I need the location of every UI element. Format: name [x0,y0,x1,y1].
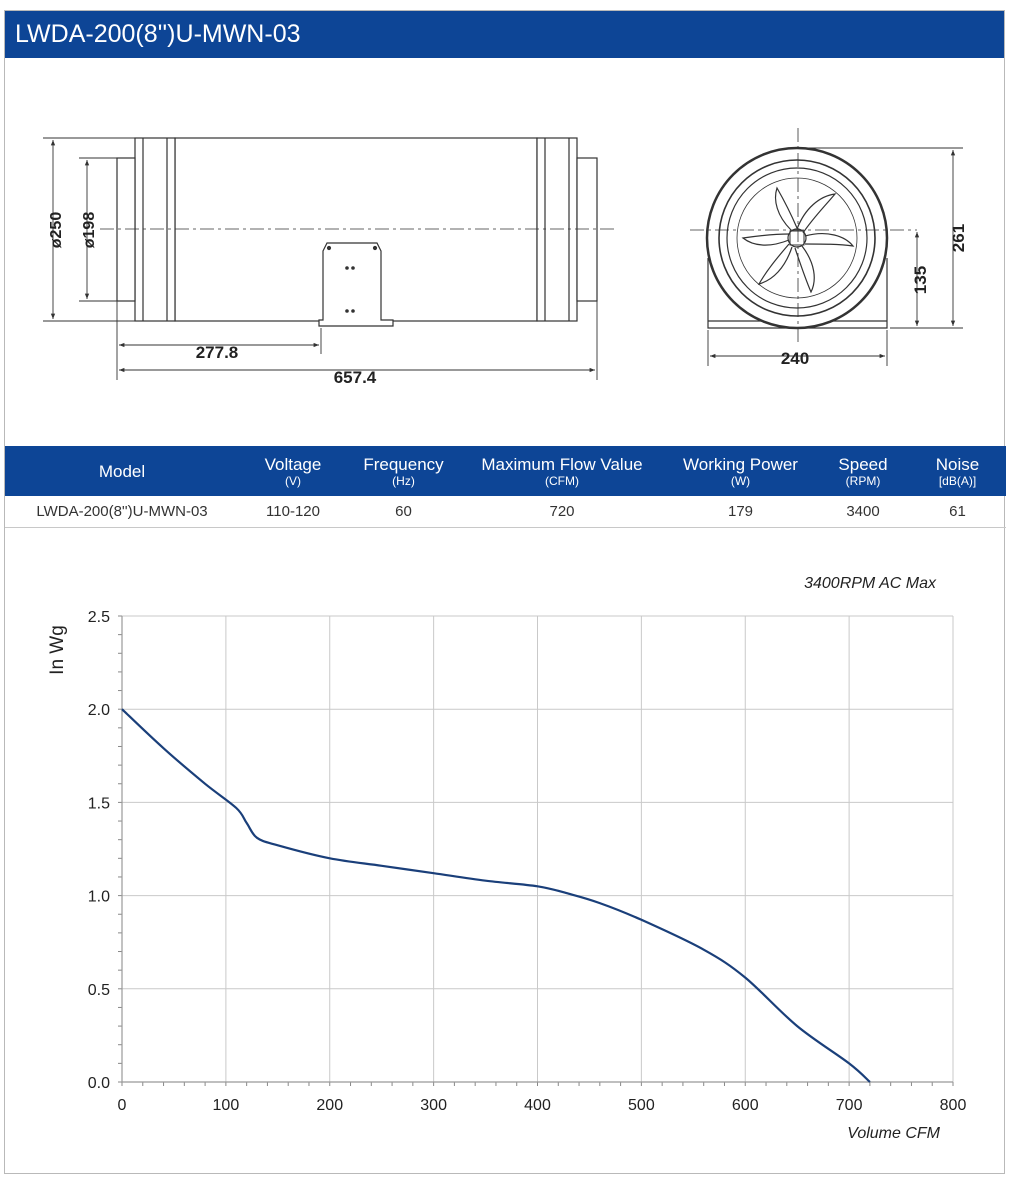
table-row [5,496,1006,528]
header-frequency: Frequency (Hz) [363,454,444,488]
header-max-flow: Maximum Flow Value (CFM) [481,454,643,488]
x-tick-label: 300 [420,1097,447,1114]
inner-diameter-label: ø198 [81,211,98,249]
x-tick-label: 200 [316,1097,344,1114]
x-tick-label: 800 [939,1097,967,1114]
spec-table-header [5,446,1006,496]
y-tick-label: 0.5 [87,981,110,999]
cell-power: 179 [727,503,754,520]
datasheet-frame [4,10,1005,1174]
side-view [100,138,617,326]
drawing-svg [5,58,1006,446]
chart-axes [88,609,967,1114]
header-speed: Speed (RPM) [838,454,888,488]
x-tick-label: 500 [628,1097,655,1114]
outer-diameter-label: ø250 [48,211,65,249]
y-tick-label: 0.0 [87,1075,110,1092]
front-width-label: 240 [780,349,810,368]
y-axis-label: In Wg [47,625,68,675]
header-noise: Noise [dB(A)] [935,454,980,488]
spec-table [5,446,1006,528]
y-tick-label: 1.0 [87,888,110,906]
front-view [690,128,917,343]
front-height-label: 261 [949,223,968,253]
x-tick-label: 400 [524,1097,551,1114]
cell-speed: 3400 [846,503,880,520]
header-power: Working Power (W) [683,454,798,488]
x-tick-label: 600 [731,1097,759,1114]
chart-grid [122,616,953,1082]
cell-max-flow: 720 [549,503,575,520]
x-tick-label: 100 [212,1097,240,1114]
technical-drawing [5,58,1006,446]
y-tick-label: 1.5 [87,795,110,813]
cell-model: LWDA-200(8'')U-MWN-03 [36,503,208,520]
y-tick-label: 2.5 [87,609,110,626]
cell-noise: 61 [949,503,966,520]
page-title: LWDA-200(8'')U-MWN-03 [5,11,1004,58]
performance-chart [5,528,1006,1175]
y-tick-label: 2.0 [87,702,110,720]
x-tick-label: 700 [835,1097,863,1114]
chart-svg [5,528,1006,1175]
header-voltage: Voltage (V) [264,454,322,488]
x-tick-label: 0 [117,1097,127,1114]
total-length-label: 657.4 [333,368,377,387]
bracket-offset-label: 277.8 [195,343,239,362]
axis-height-label: 135 [911,265,930,295]
cell-voltage: 110-120 [266,503,320,520]
cell-frequency: 60 [395,503,412,520]
chart-annotation: 3400RPM AC Max [804,575,936,592]
header-model: Model [98,461,146,481]
x-axis-label: Volume CFM [847,1125,940,1142]
